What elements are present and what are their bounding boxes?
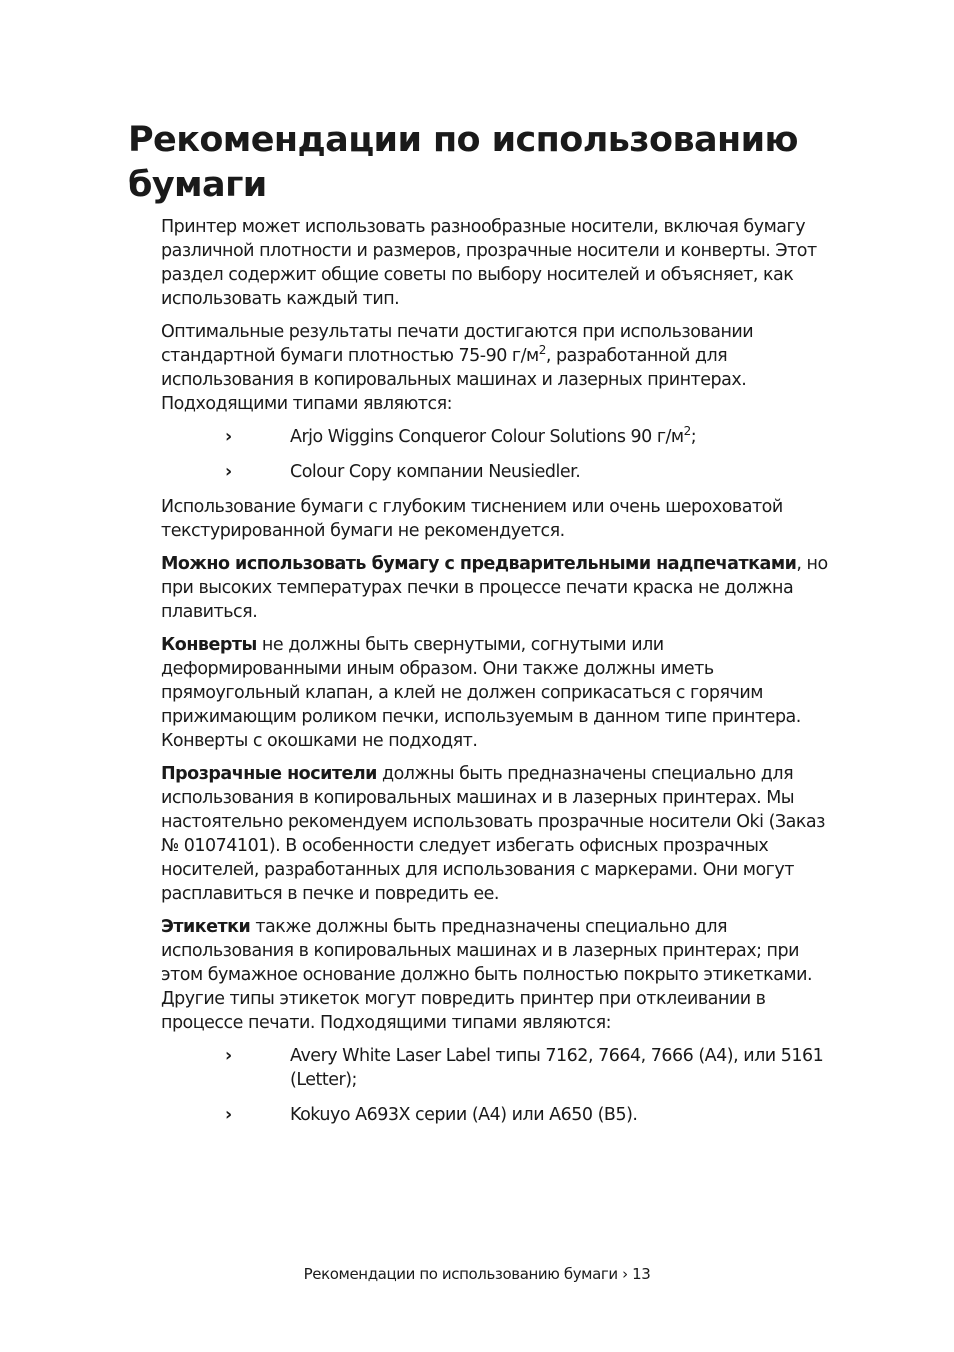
envelopes-paragraph <box>161 633 841 753</box>
list-item-text: Colour Copy компании Neusiedler. <box>290 462 581 482</box>
page-title: Рекомендации по использованию бумаги <box>128 120 798 205</box>
preprinted-paper-heading: Можно использовать бумагу с предварительными надпечатками <box>161 554 797 574</box>
main-content <box>161 215 841 1138</box>
labels-text: также должны быть предназначены специально для использования в копировальных машинах и в лазерных принтерах; при этом бумажное основание должно быть полностью покрыто этикетками. Другие типы этикеток могут повредить принтер при отклеивании в процессе печати. Подходящими типами являются: <box>161 917 813 1033</box>
chevron-right-icon: › <box>225 1046 232 1066</box>
list-item-text: Kokuyo A693X серии (A4) или A650 (B5). <box>290 1105 638 1125</box>
list-item <box>161 1044 841 1092</box>
embossed-paper-paragraph: Использование бумаги с глубоким тиснением или очень шероховатой текстурированной бумаги не рекомендуется. <box>161 497 783 541</box>
preprinted-paper-text: , но при высоких температурах печки в процессе печати краска не должна плавиться. <box>161 554 828 622</box>
list-item-text: Avery White Laser Label типы 7162, 7664, 7666 (A4), или 5161 (Letter); <box>290 1046 824 1090</box>
superscript-2: 2 <box>538 343 546 357</box>
transparencies-paragraph <box>161 762 841 906</box>
label-types-list <box>161 1044 841 1127</box>
page-number: 13 <box>632 1265 651 1283</box>
transparencies-text: должны быть предназначены специально для использования в копировальных машинах и в лазерных принтерах. Мы настоятельно рекомендуем использовать прозрачные носители Oki (Заказ № 01074101). В особенности следует избегать офисных прозрачных носителей, разработанных для использования с маркерами. Они могут расплавиться в печке и повредить ее. <box>161 764 825 904</box>
paper-weight-paragraph <box>161 320 841 416</box>
paper-weight-text: Оптимальные результаты печати достигаются при использовании стандартной бумаги плотностью 75-90 г/м <box>161 322 754 366</box>
page-footer <box>0 1264 954 1284</box>
superscript-2: 2 <box>683 424 691 438</box>
list-item <box>161 425 841 449</box>
envelopes-heading: Конверты <box>161 635 257 655</box>
chevron-right-icon: › <box>225 427 232 447</box>
transparencies-heading: Прозрачные носители <box>161 764 377 784</box>
footer-separator: › <box>622 1265 628 1283</box>
preprinted-paper-paragraph <box>161 552 841 624</box>
labels-heading: Этикетки <box>161 917 251 937</box>
list-item <box>161 1103 841 1127</box>
labels-paragraph <box>161 915 841 1035</box>
chevron-right-icon: › <box>225 1105 232 1125</box>
footer-section-title: Рекомендации по использованию бумаги <box>303 1265 618 1283</box>
list-item <box>161 460 841 484</box>
paper-types-list <box>161 425 841 484</box>
chevron-right-icon: › <box>225 462 232 482</box>
list-item-text: Arjo Wiggins Conqueror Colour Solutions 90 г/м <box>290 427 684 447</box>
paper-weight-text-tail: , разработанной для использования в копировальных машинах и лазерных принтерах. Подходящими типами являются: <box>161 346 747 414</box>
intro-paragraph: Принтер может использовать разнообразные носители, включая бумагу различной плотности и размеров, прозрачные носители и конверты. Этот раздел содержит общие советы по выбору носителей и объясняет, как использовать каждый тип. <box>161 217 817 309</box>
envelopes-text: не должны быть свернутыми, согнутыми или деформированными иным образом. Они также должны иметь прямоугольный клапан, а клей не должен соприкасаться с горячим прижимающим роликом печки, используемым в данном типе принтера. Конверты с окошками не подходят. <box>161 635 801 751</box>
list-item-tail: ; <box>690 427 697 447</box>
